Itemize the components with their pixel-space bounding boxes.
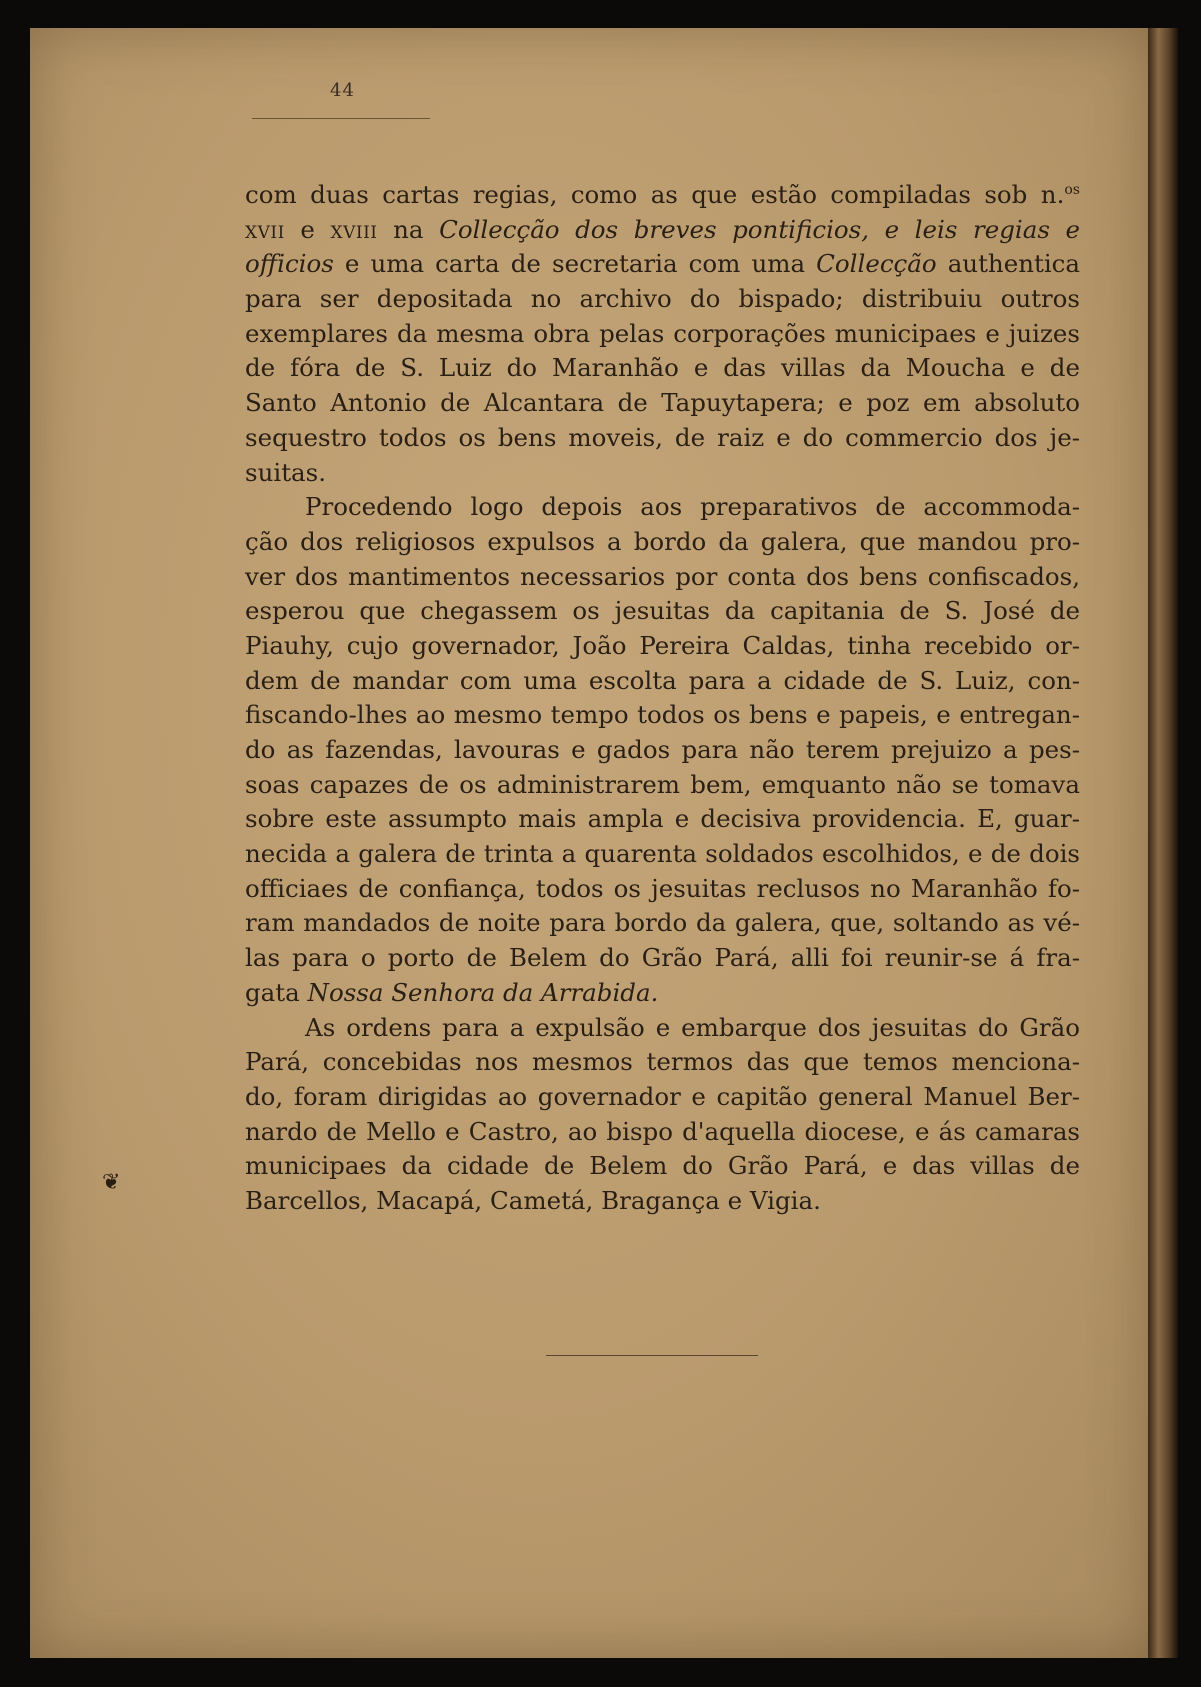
text-span: e uma carta de secretaria com uma [333, 249, 817, 279]
text-span: dem de mandar com uma escolta para a cidade de S. Luiz, con- [245, 665, 1080, 695]
ink-mark-icon: ❦ [102, 1170, 121, 1195]
text-line [245, 1045, 1080, 1080]
text-span: officiaes de confiança, todos os jesuitas reclusos no Maranhão fo- [245, 873, 1080, 903]
text-span: Nossa Senhora da Arrabida. [307, 977, 659, 1007]
paragraph [245, 490, 1080, 1010]
text-span: exemplares da mesma obra pelas corporações municipaes e juizes [245, 318, 1080, 348]
text-span: com duas cartas regias, como as que estão compiladas sob n. [245, 180, 1065, 209]
text-span: Santo Antonio de Alcantara de Tapuytapera; e poz em absoluto [245, 388, 1080, 418]
text-span: municipaes da cidade de Belem do Grão Pará, e das villas de [245, 1151, 1080, 1181]
text-line [245, 906, 1080, 941]
text-line [245, 976, 1080, 1011]
text-line [245, 594, 1080, 629]
text-line [245, 664, 1080, 699]
text-line [245, 1115, 1080, 1150]
text-line [245, 698, 1080, 733]
text-span: officios [245, 249, 334, 279]
text-line [245, 213, 1080, 248]
text-line [245, 768, 1080, 803]
text-span: soas capazes de os administrarem bem, emquanto não se tomava [245, 769, 1080, 799]
text-span: las para o porto de Belem do Grão Pará, alli foi reunir-se á fra- [245, 943, 1080, 973]
text-span: nardo de Mello e Castro, ao bispo d'aquella diocese, e ás camaras [245, 1116, 1080, 1146]
text-line [245, 872, 1080, 907]
text-span: do, foram dirigidas ao governador e capitão general Manuel Ber- [245, 1081, 1080, 1111]
book-spine-edge [1148, 28, 1178, 1658]
text-line [245, 1080, 1080, 1115]
text-line [245, 1011, 1080, 1046]
header-rule [252, 118, 430, 119]
text-line [245, 1184, 1080, 1219]
text-span: ram mandados de noite para bordo da galera, que, soltando as vé- [245, 908, 1080, 938]
text-span: necida a galera de trinta a quarenta soldados escolhidos, e de dois [245, 839, 1080, 869]
text-span: Collecção dos breves pontificios, e leis regias e [439, 214, 1080, 244]
text-span: para ser depositada no archivo do bispado; distribuiu outros [245, 284, 1080, 314]
text-line [245, 525, 1080, 560]
text-span: sobre este assumpto mais ampla e decisiva providencia. E, guar- [245, 804, 1080, 834]
text-span: Piauhy, cujo governador, João Pereira Caldas, tinha recebido or- [245, 630, 1080, 660]
text-line [245, 386, 1080, 421]
text-span: xviii [330, 214, 378, 244]
text-span: e [284, 214, 331, 244]
text-span: esperou que chegassem os jesuitas da capitania de S. José de [245, 596, 1080, 626]
text-line [245, 560, 1080, 595]
text-span: xvii [245, 214, 285, 244]
text-line [245, 178, 1080, 213]
text-line [245, 282, 1080, 317]
text-line [245, 802, 1080, 837]
text-span: Barcellos, Macapá, Cametá, Bragança e Vigia. [245, 1185, 821, 1215]
text-span: Pará, concebidas nos mesmos termos das que temos menciona- [245, 1047, 1080, 1077]
text-span: do as fazendas, lavouras e gados para não terem prejuizo a pes- [245, 735, 1080, 764]
paragraph [245, 1011, 1080, 1219]
end-rule [546, 1355, 758, 1356]
text-line [245, 247, 1080, 282]
text-line [245, 490, 1080, 525]
text-span: As ordens para a expulsão e embarque dos jesuitas do Grão [305, 1012, 1080, 1042]
body-text [245, 178, 1080, 1219]
text-span: sequestro todos os bens moveis, de raiz e do commercio dos je- [245, 422, 1080, 452]
text-line [245, 629, 1080, 664]
paragraph [245, 178, 1080, 490]
text-span: Collecção [816, 249, 937, 279]
text-span: gata [245, 977, 308, 1007]
text-span: Procedendo logo depois aos preparativos de accommoda- [305, 492, 1080, 522]
text-span: ção dos religiosos expulsos a bordo da galera, que mandou pro- [245, 526, 1080, 556]
text-span: authentica [936, 249, 1080, 279]
text-span: ver dos mantimentos necessarios por conta dos bens confiscados, [245, 561, 1080, 591]
text-line [245, 837, 1080, 872]
text-span: os [1064, 181, 1080, 198]
page-number: 44 [330, 80, 355, 101]
text-line [245, 317, 1080, 352]
text-line [245, 733, 1080, 768]
text-span: na [377, 214, 440, 244]
text-line [245, 421, 1080, 456]
text-line [245, 351, 1080, 386]
text-span: de fóra de S. Luiz do Maranhão e das villas da Moucha e de [245, 353, 1080, 383]
text-line [245, 941, 1080, 976]
text-span: fiscando-lhes ao mesmo tempo todos os bens e papeis, e entregan- [245, 700, 1080, 730]
text-span: suitas. [245, 457, 327, 487]
text-line [245, 1149, 1080, 1184]
text-line [245, 456, 1080, 491]
